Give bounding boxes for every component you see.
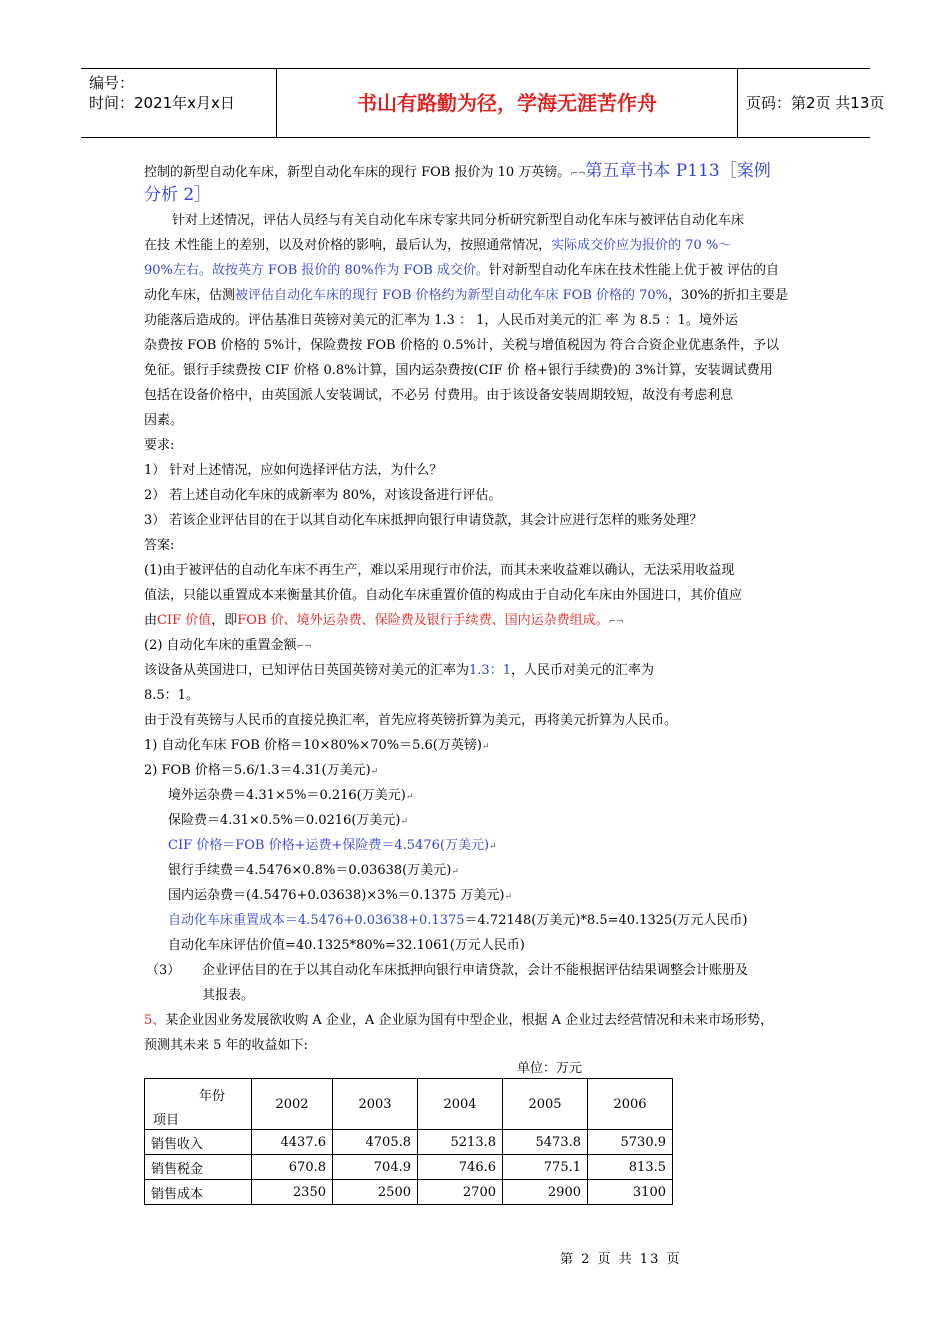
header-meta	[81, 69, 277, 137]
text-span: ，人民币对美元的汇率为	[510, 663, 654, 678]
table-row	[145, 1180, 673, 1205]
corner-item-label: 项目	[153, 1113, 180, 1128]
question-3: 3） 若该企业评估目的在于以其自动化车床抵押向银行申请贷款，其会计应进行怎样的账务处理？	[144, 513, 703, 528]
return-mark-icon: ↵	[370, 767, 379, 777]
return-mark-icon: ↵	[405, 792, 414, 802]
answer-2-line	[144, 662, 654, 680]
answer-2-line: 8.5：1。	[144, 688, 199, 703]
highlight-span: 5、	[144, 1013, 166, 1028]
table-corner-cell	[145, 1079, 252, 1130]
table-cell: 3100	[588, 1180, 673, 1205]
text-span: 境外运杂费＝4.31×5%＝0.216(万美元)	[168, 788, 406, 803]
answer-label: 答案:	[144, 538, 175, 553]
row-label: 销售收入	[145, 1130, 252, 1155]
calc-line	[168, 837, 497, 856]
return-mark-icon: ↵	[481, 742, 490, 752]
forecast-table	[144, 1078, 673, 1205]
return-mark-icon: ↵	[504, 892, 513, 902]
calc-line	[168, 887, 512, 906]
calc-line	[144, 762, 378, 781]
highlight-span: 实际成交价应为报价的 70 %～	[551, 238, 732, 253]
text-span: 某企业因业务发展欲收购 A 企业，A 企业原为国有中型企业，根据 A 企业过去经营情况和未来市场形势，	[165, 1013, 774, 1028]
header-motto-cell	[277, 69, 738, 137]
paragraph-line: 功能落后造成的。评估基准日英镑对美元的汇率为 1.3 ： 1，人民币对美元的汇 率 为 8.5 ：1。境外运	[144, 313, 738, 328]
table-cell: 2900	[503, 1180, 588, 1205]
year-header: 2002	[252, 1079, 333, 1130]
text-span: ，即	[211, 613, 238, 628]
table-cell: 5213.8	[418, 1130, 503, 1155]
highlight-span: 90%左右。故按英方 FOB 报价的 80%作为 FOB 成交价。	[144, 263, 489, 278]
header-page-cell	[738, 69, 885, 137]
paragraph-line	[144, 237, 731, 255]
unit-label: 单位：万元	[517, 1061, 583, 1076]
highlight-span: FOB 价、境外运杂费、保险费及银行手续费、国内运杂费组成。	[237, 613, 609, 628]
calc-line: 自动化车床评估价值=40.1325*80%=32.1061(万元人民币)	[168, 938, 525, 953]
table-cell: 813.5	[588, 1155, 673, 1180]
paragraph-line: 免征。银行手续费按 CIF 价格 0.8%计算，国内运杂费按(CIF 价 格+银行手续费)的 3%计算，安装调试费用	[144, 363, 773, 378]
text-span: 2) FOB 价格＝5.6/1.3＝4.31(万美元)	[144, 763, 371, 778]
text-span: 在技 术性能上的差别，以及对价格的影响，最后认为，按照通常情况，	[144, 238, 552, 253]
return-mark-icon: ↵	[489, 842, 497, 852]
text-span: 控制的新型自动化车床，新型自动化车床的现行 FOB 报价为 10 万英镑。	[144, 165, 571, 180]
table-cell: 4437.6	[252, 1130, 333, 1155]
return-mark-icon: ↵	[451, 867, 459, 877]
annotation-chapter-cont: 分析 2］	[144, 185, 212, 205]
year-header: 2004	[418, 1079, 503, 1130]
header-page-number: 页码：第2页 共13页	[746, 94, 885, 112]
table-cell: 2700	[418, 1180, 503, 1205]
calc-line	[168, 787, 413, 806]
text-span: 动化车床，估测	[144, 288, 236, 303]
text-span: 由	[144, 613, 158, 628]
table-cell: 2350	[252, 1180, 333, 1205]
calc-line	[144, 737, 489, 756]
paragraph-line	[144, 262, 779, 280]
paragraph-line: 杂费按 FOB 价格的 5%计，保险费按 FOB 价格的 0.5%计，关税与增值税因为 符合合资企业优惠条件，予以	[144, 338, 780, 353]
text-span: ，30%的折扣主要是	[668, 288, 788, 303]
row-label: 销售税金	[145, 1155, 252, 1180]
question-5-line	[144, 1012, 773, 1030]
year-header: 2005	[503, 1079, 588, 1130]
paragraph-line: 包括在设备价格中，由英国派人安装调试，不必另 付费用。由于该设备安装周期较短，故没有考虑利息	[144, 388, 734, 403]
answer-1-line	[144, 612, 624, 631]
comment-marker-icon: ⌐¬	[570, 169, 586, 179]
highlight-span: CIF 价值	[157, 613, 212, 628]
text-span: 1) 自动化车床 FOB 价格＝10×80%×70%＝5.6(万英镑)	[144, 738, 482, 753]
answer-3-line: 其报表。	[202, 988, 255, 1003]
question-1: 1） 针对上述情况，应如何选择评估方法，为什么？	[144, 463, 443, 478]
table-cell: 5473.8	[503, 1130, 588, 1155]
comment-marker-icon: ⌐¬	[608, 617, 624, 627]
text-span: ＝4.72148(万美元)*8.5=40.1325(万元人民币)	[464, 913, 748, 928]
answer-2-line: 由于没有英镑与人民币的直接兑换汇率，首先应将英镑折算为美元，再将美元折算为人民币。	[144, 713, 678, 728]
table-cell: 704.9	[333, 1155, 418, 1180]
highlight-span: 被评估自动化车床的现行 FOB 价格约为新型自动化车床 FOB 价格的 70%	[235, 288, 669, 303]
paragraph-line: 因素。	[144, 413, 184, 428]
table-cell: 4705.8	[333, 1130, 418, 1155]
text-span: CIF 价格＝FOB 价格+运费+保险费＝4.5476(万美元)	[168, 838, 490, 853]
table-header-row	[145, 1079, 673, 1130]
text-line	[144, 162, 771, 183]
answer-3-number: （3）	[146, 963, 181, 978]
calc-line	[168, 862, 459, 881]
annotation-chapter: 第五章书本 P113［案例	[585, 161, 771, 181]
answer-1-line: 值法，只能以重置成本来衡量其价值。自动化车床重置价值的构成由于自动化车床由外国进口，其价值应	[144, 588, 743, 603]
table-cell: 775.1	[503, 1155, 588, 1180]
question-5-line: 预测其未来 5 年的收益如下:	[144, 1038, 308, 1053]
header-motto: 书山有路勤为径，学海无涯苦作舟	[357, 91, 657, 115]
text-span: 该设备从英国进口，已知评估日英国英镑对美元的汇率为	[144, 663, 470, 678]
header-time: 时间：2021年x月x日	[89, 94, 235, 112]
answer-1-line: (1)由于被评估的自动化车床不再生产，难以采用现行市价法，而其未来收益难以确认，无法采用收益现	[144, 563, 735, 578]
row-label: 销售成本	[145, 1180, 252, 1205]
answer-3-line: 企业评估目的在于以其自动化车床抵押向银行申请贷款，会计不能根据评估结果调整会计账册及	[202, 963, 749, 978]
page-footer: 第 2 页 共 13 页	[560, 1252, 682, 1267]
table-row	[145, 1155, 673, 1180]
answer-2-title	[144, 637, 312, 656]
table-cell: 2500	[333, 1180, 418, 1205]
year-header: 2003	[333, 1079, 418, 1130]
corner-year-label: 年份	[199, 1089, 226, 1104]
text-span: 国内运杂费＝(4.5476+0.03638)×3%＝0.1375 万美元)	[168, 888, 505, 903]
calc-line	[168, 812, 408, 831]
return-mark-icon: ↵	[400, 817, 409, 827]
text-span: 银行手续费＝4.5476×0.8%＝0.03638(万美元)	[168, 863, 452, 878]
calc-line	[168, 912, 747, 930]
year-header: 2006	[588, 1079, 673, 1130]
table-row	[145, 1130, 673, 1155]
table-cell: 5730.9	[588, 1130, 673, 1155]
table-cell: 670.8	[252, 1155, 333, 1180]
paragraph-line: 针对上述情况，评估人员经与有关自动化车床专家共同分析研究新型自动化车床与被评估自动化车床	[172, 213, 745, 228]
question-2: 2） 若上述自动化车床的成新率为 80%，对该设备进行评估。	[144, 488, 502, 503]
text-span: 针对新型自动化车床在技术性能上优于被 评估的自	[488, 263, 780, 278]
paragraph-line	[144, 287, 788, 305]
text-span: 保险费＝4.31×0.5%＝0.0216(万美元)	[168, 813, 401, 828]
table-cell: 746.6	[418, 1155, 503, 1180]
requirements-label: 要求:	[144, 438, 175, 453]
header-number: 编号：	[89, 74, 135, 92]
highlight-span: 1.3：1	[469, 663, 511, 678]
text-span: (2) 自动化车床的重置金额	[144, 638, 297, 653]
comment-marker-icon: ⌐¬	[296, 642, 312, 652]
highlight-span: 自动化车床重置成本＝4.5476+0.03638+0.1375	[168, 913, 465, 928]
page-header	[81, 68, 885, 138]
